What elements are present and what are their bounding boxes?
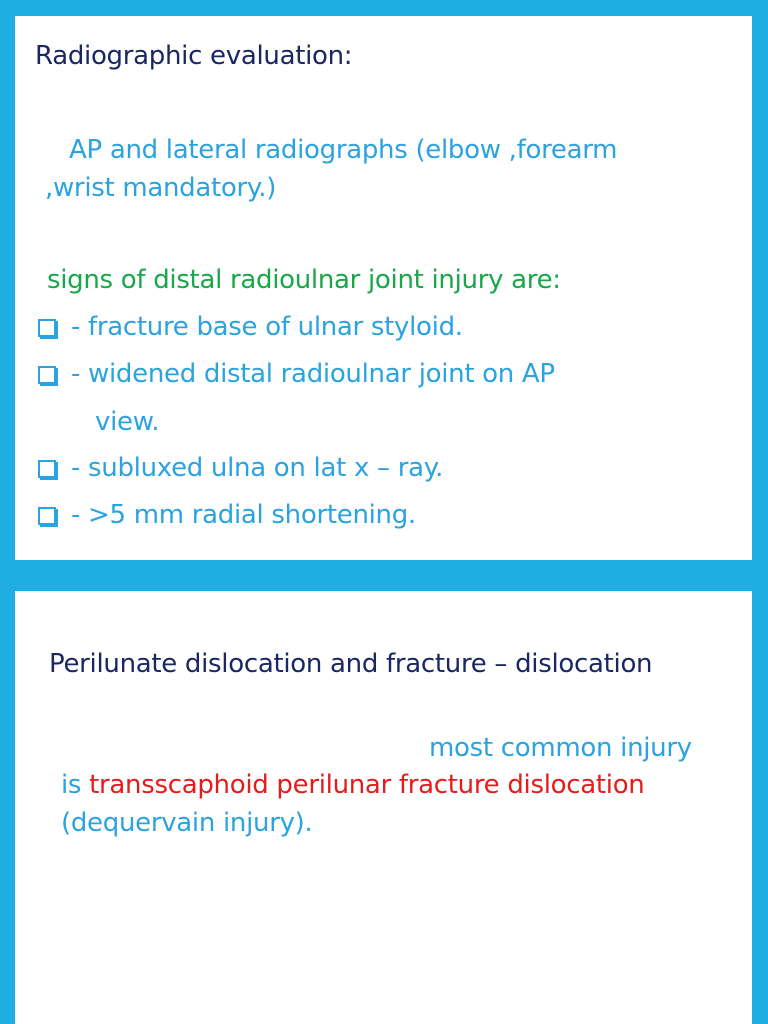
- body-line-3: (dequervain injury).: [61, 808, 313, 838]
- ap-line-1: AP and lateral radiographs (elbow ,forearm: [69, 135, 618, 165]
- bullet-item: - >5 mm radial shortening.: [71, 500, 416, 530]
- body-line-1: most common injury: [429, 733, 692, 763]
- bullet-item: - fracture base of ulnar styloid.: [71, 312, 463, 342]
- bullet-item-continuation: view.: [95, 407, 160, 437]
- body-line-2: [61, 769, 644, 801]
- bullet-item: - subluxed ulna on lat x – ray.: [71, 453, 444, 483]
- checkbox-bullet-icon: [38, 460, 56, 478]
- slide-heading: Perilunate dislocation and fracture – dislocation: [49, 649, 653, 679]
- injury-highlight: transscaphoid perilunar fracture dislocation: [89, 770, 645, 800]
- signs-heading: signs of distal radioulnar joint injury are:: [47, 265, 561, 295]
- checkbox-bullet-icon: [38, 319, 56, 337]
- slide-perilunate-dislocation: [15, 591, 752, 1024]
- bullet-item: - widened distal radioulnar joint on AP: [71, 359, 555, 389]
- checkbox-bullet-icon: [38, 366, 56, 384]
- ap-line-2: ,wrist mandatory.): [45, 173, 277, 203]
- slide-radiographic-evaluation: [15, 16, 752, 560]
- body-line-2-prefix: is: [61, 770, 90, 800]
- checkbox-bullet-icon: [38, 507, 56, 525]
- slide-heading: Radiographic evaluation:: [35, 41, 353, 71]
